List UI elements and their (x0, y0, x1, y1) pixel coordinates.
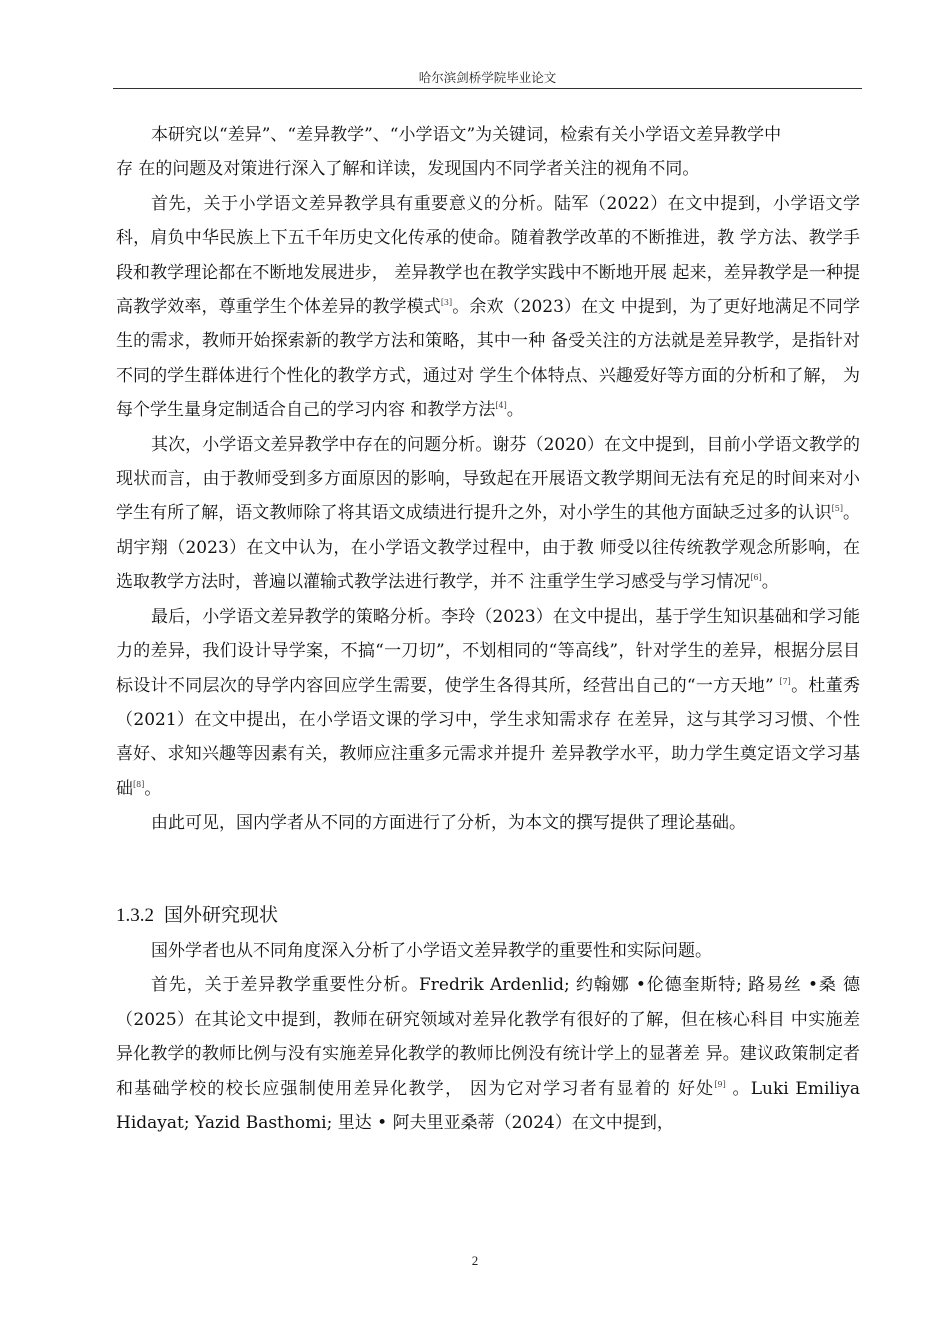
paragraph-foreign-importance (116, 968, 860, 1140)
paragraph-summary: 由此可见，国内学者从不同的方面进行了分析，为本文的撰写提供了理论基础。 (151, 813, 746, 834)
citation-ref: [9] (714, 1079, 726, 1089)
paragraph-text: 。Luki Emiliya Hidayat; Yazid Basthomi; 里达 • 阿夫里亚桑蒂（2024）在文中提到， (116, 1078, 860, 1134)
paragraph-strategies (116, 600, 860, 806)
paragraph-text: 最后，小学语文差异教学的策略分析。李玲（2023）在文中提出，基于学生知识基础和学习能力的差异，我们设计导学案，不搞“一刀切”，不划相同的“等高线”，针对学生的差异，根据分层目标设计不同层次的导学内容回应学生需要，使学生各得其所，经营出自己的“一方天地” (116, 606, 860, 696)
paragraph-text: 首先，关于差异教学重要性分析。Fredrik Ardenlid; 约翰娜 •伦德奎斯特; 路易丝 •桑 德（2025）在其论文中提到，教师在研究领域对差异化教学有很好的了解，但在核心科目 中实施差异化教学的教师比例与没有实施差异化教学的教师比例没有统计学上的显著差 异。建议政策制定者和基础学校的校长应强制使用差异化教学， 因为它对学习者有显着的 好处 (116, 975, 860, 1099)
paragraph-text: 。胡宇翔（2023）在文中认为，在小学语文教学过程中，由于教 师受以往传统教学观念所影响，在选取教学方法时，普遍以灌输式教学法进行教学，并不 注重学生学习感受与学习情况 (116, 503, 861, 593)
intro-line-1: 本研究以“差异”、“差异教学”、“小学语文”为关键词，检索有关小学语文差异教学中 (151, 125, 782, 145)
page-number: 2 (471, 1253, 479, 1268)
citation-ref: [4] (495, 401, 507, 411)
citation-ref: [7] (779, 676, 791, 686)
header-rule (113, 88, 862, 89)
section-heading (116, 900, 278, 927)
running-header: 哈尔滨剑桥学院毕业论文 (418, 70, 557, 85)
section-title: 国外研究现状 (164, 904, 279, 926)
citation-ref: [3] (440, 298, 453, 308)
paragraph-problems (116, 428, 860, 600)
body-text-foreign (116, 934, 860, 1140)
citation-ref: [8] (133, 779, 145, 789)
intro-line-2: 存 在的问题及对策进行深入了解和详读，发现国内不同学者关注的视角不同。 (116, 159, 700, 180)
paragraph-text: 。余欢（2023）在文 中提到，为了更好地满足不同学生的需求，教师开始探索新的教学方法和策略，其中一种 备受关注的方法就是差异教学，是指针对不同的学生群体进行个性化的教学方式，通过对 学生个体特点、兴趣爱好等方面的分析和了解， 为每个学生量身定制适合自己的学习内容 和教学方法 (116, 297, 861, 421)
paragraph-text: 。 (761, 572, 779, 593)
paragraph-text: 。 (506, 400, 524, 421)
paragraph-foreign-intro: 国外学者也从不同角度深入分析了小学语文差异教学的重要性和实际问题。 (151, 941, 712, 961)
citation-ref: [5] (831, 504, 843, 514)
paragraph-importance (116, 187, 860, 428)
paragraph-text: 。杜董秀（2021）在文中提出，在小学语文课的学习中，学生求知需求存 在差异，这与其学习习惯、个性喜好、求知兴趣等因素有关，教师应注重多元需求并提升 差异教学水平，助力学生奠定语文学习基础 (116, 675, 860, 799)
body-text (116, 118, 860, 841)
paragraph-text: 首先，关于小学语文差异教学具有重要意义的分析。陆军（2022）在文中提到，小学语文学科，肩负中华民族上下五千年历史文化传承的使命。随着教学改革的不断推进，教 学方法、教学手段和教学理论都在不断地发展进步， 差异教学也在教学实践中不断地开展 起来，差异教学是一种提高教学效率，尊重学生个体差异的教学模式 (116, 193, 860, 318)
citation-ref: [6] (750, 573, 762, 583)
section-number: 1.3.2 (116, 905, 154, 926)
paragraph-text: 其次，小学语文差异教学中存在的问题分析。谢芬（2020）在文中提到，目前小学语文教学的现状而言，由于教师受到多方面原因的影响，导致起在开展语文教学期间无法有充足的时间来对小学生有所了解，语文教师除了将其语文成绩进行提升之外，对小学生的其他方面缺乏过多的认识 (116, 434, 860, 524)
paragraph-text: 。 (144, 778, 162, 799)
